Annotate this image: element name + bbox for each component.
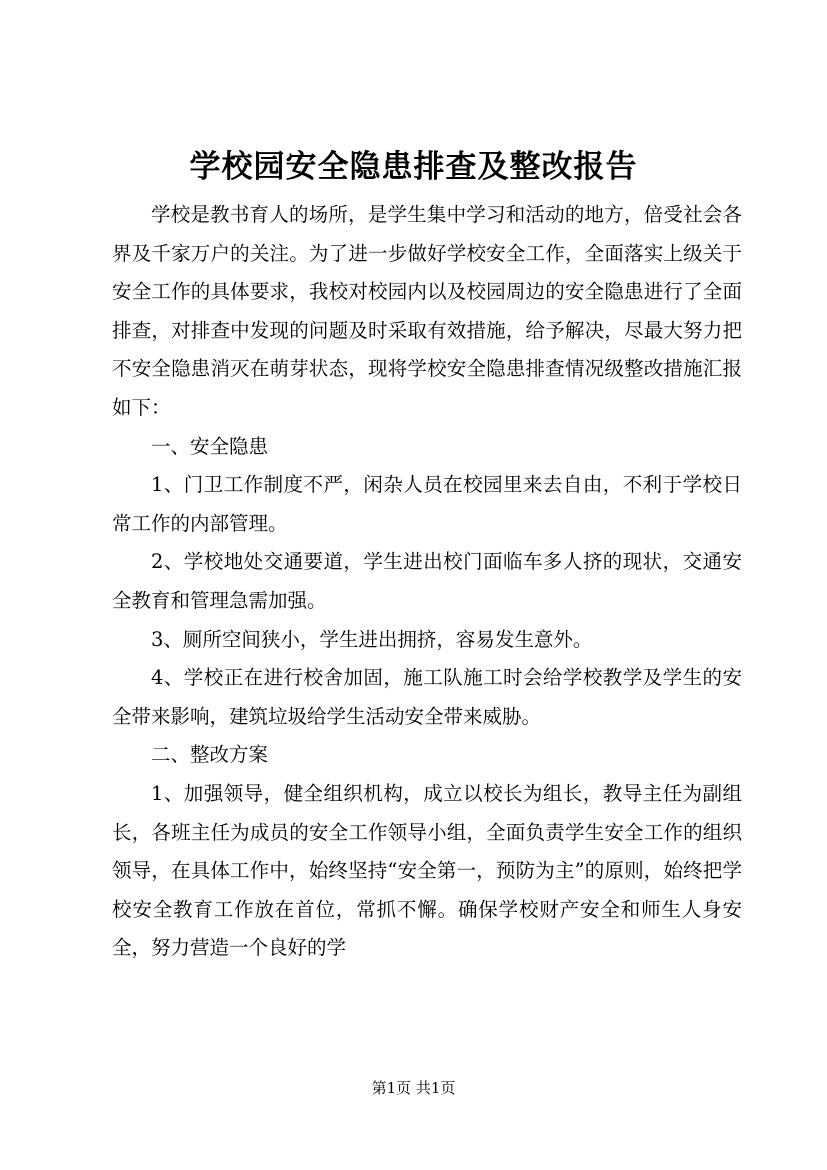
page-number-footer: 第1页 共1页 [371,1079,456,1097]
plan-item-1: 1、加强领导，健全组织机构，成立以校长为组长，教导主任为副组长，各班主任为成员的安全工作领导小组，全面负责学生安全工作的组织领导，在具体工作中，始终坚持“安全第一，预防为主”的原则，始终把学校安全教育工作放在首位，常抓不懈。确保学校财产安全和师生人身安全，努力营造一个良好的学 [112,781,742,960]
hazard-item-2: 2、学校地处交通要道，学生进出校门面临车多人挤的现状，交通安全教育和管理急需加强。 [112,550,742,612]
hazard-item-1: 1、门卫工作制度不严，闲杂人员在校园里来去自由，不利于学校日常工作的内部管理。 [112,473,742,535]
hazard-item-4: 4、学校正在进行校舍加固，施工队施工时会给学校教学及学生的安全带来影响，建筑垃圾给学生活动安全带来威胁。 [112,666,742,728]
document-title: 学校园安全隐患排查及整改报告 [189,149,638,185]
hazard-item-3: 3、厕所空间狭小，学生进出拥挤，容易发生意外。 [151,627,593,651]
document-body [112,196,742,968]
paragraph-intro: 学校是教书育人的场所，是学生集中学习和活动的地方，倍受社会各界及千家万户的关注。为了进一步做好学校安全工作，全面落实上级关于安全工作的具体要求，我校对校园内以及校园周边的安全隐患进行了全面排查，对排查中发现的问题及时采取有效措施，给予解决，尽最大努力把不安全隐患消灭在萌芽状态，现将学校安全隐患排查情况级整改措施汇报如下： [112,203,742,419]
section-heading-hazards: 一、安全隐患 [151,434,269,458]
section-heading-plan: 二、整改方案 [151,743,269,767]
